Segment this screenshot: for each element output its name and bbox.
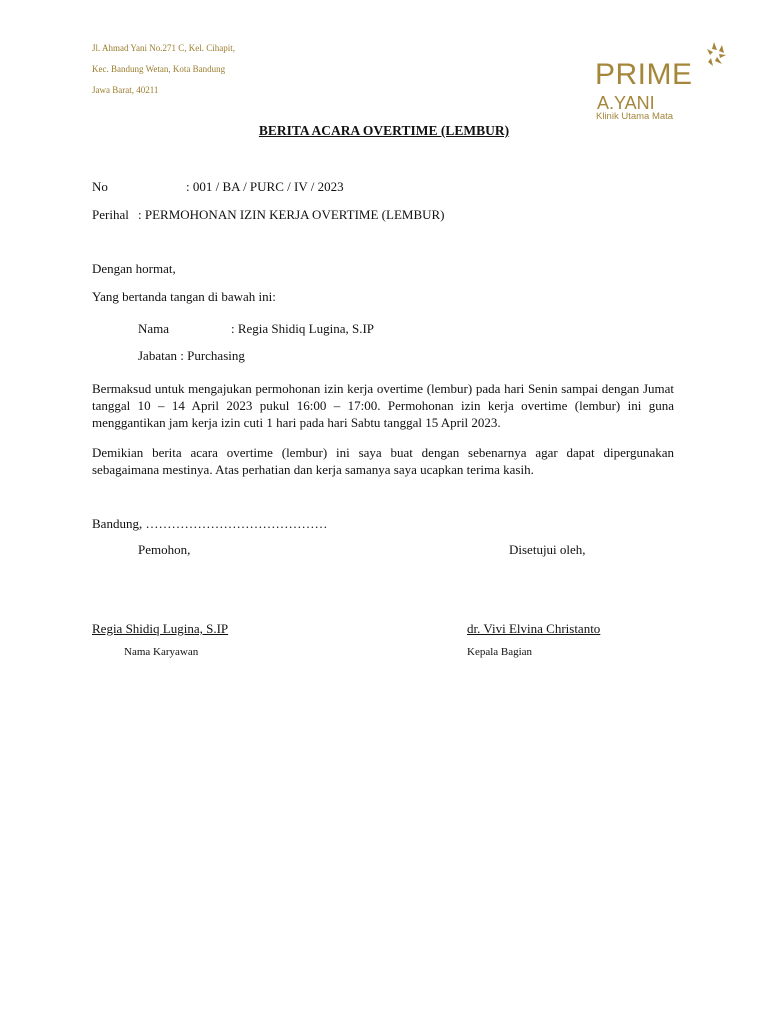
approver-role: Kepala Bagian <box>467 646 533 658</box>
nama-value: : Regia Shidiq Lugina, S.IP <box>231 321 374 336</box>
applicant-heading: Pemohon, <box>138 542 191 557</box>
address-line-1: Jl. Ahmad Yani No.271 C, Kel. Cihapit, <box>92 43 236 53</box>
star-burst-icon <box>702 40 730 74</box>
address-line-2: Kec. Bandung Wetan, Kota Bandung <box>92 64 226 74</box>
body-paragraph-1: Bermaksud untuk mengajukan permohonan izin kerja overtime (lembur) pada hari Senin sampai dengan Jumat tanggal 10 – 14 April 2023 pukul 16:00 – 17:00. Permohonan izin kerja overtime (lembur) ini guna menggantikan jam kerja izin cuti 1 hari pada hari Sabtu tanggal 15 April 2023. <box>92 381 674 430</box>
applicant-name: Regia Shidiq Lugina, S.IP <box>92 621 229 636</box>
logo-prime-text: PRIME <box>595 58 693 91</box>
logo-subtitle-text: Klinik Utama Mata <box>596 111 674 122</box>
greeting: Dengan hormat, <box>92 261 176 276</box>
intro-text: Yang bertanda tangan di bawah ini: <box>92 289 276 304</box>
body-paragraph-2: Demikian berita acara overtime (lembur) ini saya buat dengan sebenarnya agar dapat dipergunakan sebagaimana mestinya. Atas perhatian dan kerja samanya saya ucapkan terima kasih. <box>92 445 674 477</box>
approver-heading: Disetujui oleh, <box>509 542 586 557</box>
perihal-value: : PERMOHONAN IZIN KERJA OVERTIME (LEMBUR) <box>138 207 445 222</box>
perihal-label: Perihal <box>92 207 129 222</box>
no-value: : 001 / BA / PURC / IV / 2023 <box>186 179 344 194</box>
logo-ayani-text: A.YANI <box>597 93 655 113</box>
nama-label: Nama <box>138 321 170 336</box>
applicant-role: Nama Karyawan <box>124 646 199 658</box>
jabatan-text: Jabatan : Purchasing <box>138 348 245 363</box>
address-line-3: Jawa Barat, 40211 <box>92 85 159 95</box>
place-date: Bandung, …………………………………… <box>92 516 328 531</box>
clinic-logo <box>594 40 739 125</box>
document-title: BERITA ACARA OVERTIME (LEMBUR) <box>258 123 510 138</box>
approver-name: dr. Vivi Elvina Christanto <box>467 621 601 636</box>
no-label: No <box>92 179 108 194</box>
